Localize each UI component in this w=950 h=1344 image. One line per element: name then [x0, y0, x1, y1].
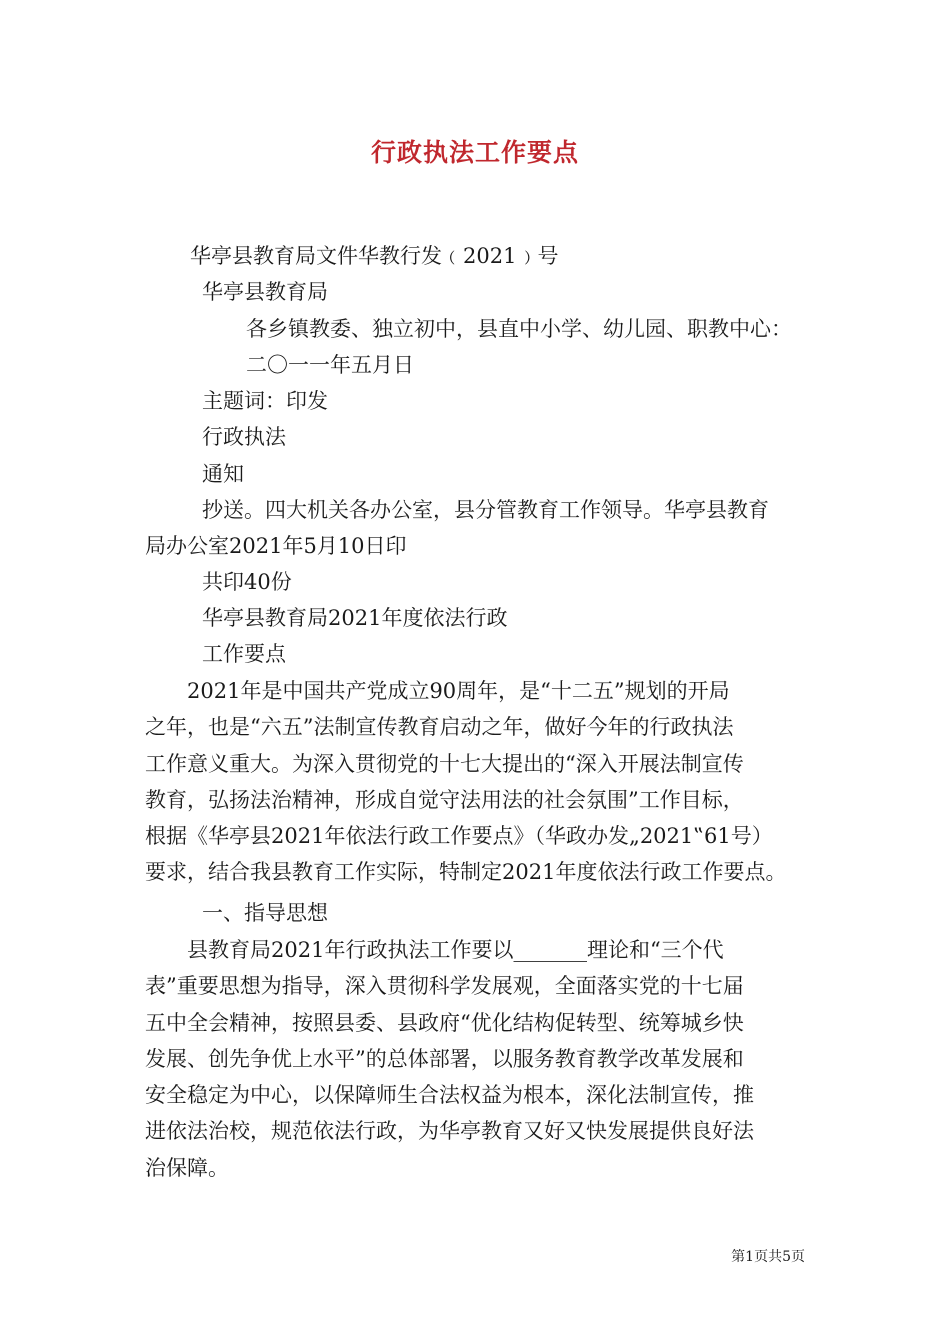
- paragraph-line: 治保障。: [145, 1155, 229, 1180]
- cc-line-1: 抄送。四大机关各办公室，县分管教育工作领导。华亭县教育: [202, 498, 769, 522]
- paragraph-line: 要求，结合我县教育工作实际，特制定2021年度依法行政工作要点。: [145, 860, 787, 885]
- cc-line-2: 局办公室2021年5月10日印: [145, 534, 407, 558]
- paragraph-line: 教育，弘扬法治精神，形成自觉守法用法的社会氛围”工作目标，: [145, 787, 744, 812]
- header-line-issuer: 华亭县教育局: [202, 280, 328, 304]
- subject-words-line: 主题词：印发: [202, 389, 328, 413]
- section-title-line-2: 工作要点: [202, 642, 286, 666]
- page-number-footer: 第1页共5页: [731, 1249, 805, 1265]
- paragraph-line: 五中全会精神，按照县委、县政府“优化结构促转型、统筹城乡快: [145, 1010, 744, 1035]
- document-title: 行政执法工作要点: [370, 138, 579, 167]
- guiding-thought-paragraph: [145, 932, 810, 1186]
- print-count-line: 共印40份: [202, 570, 292, 594]
- paragraph-line: 根据《华亭县2021年依法行政工作要点》（华政办发„2021‟61号）: [145, 824, 773, 849]
- header-line-recipients: 各乡镇教委、独立初中，县直中小学、幼儿园、职教中心：: [246, 317, 792, 341]
- subject-word-notice: 通知: [202, 462, 244, 486]
- paragraph-line: 工作意义重大。为深入贯彻党的十七大提出的“深入开展法制宣传: [145, 751, 744, 776]
- paragraph-line: 之年，也是“六五”法制宣传教育启动之年，做好今年的行政执法: [145, 715, 734, 740]
- header-line-date: 二〇一一年五月日: [246, 353, 414, 377]
- heading-guiding-thought: 一、指导思想: [202, 901, 328, 925]
- paragraph-line: 县教育局2021年行政执法工作要以_______理论和“三个代: [145, 938, 724, 962]
- paragraph-line: 2021年是中国共产党成立90周年，是“十二五”规划的开局: [145, 679, 730, 703]
- paragraph-line: 安全稳定为中心，以保障师生合法权益为根本，深化法制宣传，推: [145, 1083, 754, 1108]
- header-line-file-number: 华亭县教育局文件华教行发﹙2021﹚号: [190, 244, 559, 268]
- paragraph-line: 发展、创先争优上水平”的总体部署，以服务教育教学改革发展和: [145, 1046, 744, 1071]
- subject-word-administrative-enforcement: 行政执法: [202, 425, 286, 449]
- paragraph-line: 进依法治校，规范依法行政，为华亭教育又好又快发展提供良好法: [145, 1119, 754, 1144]
- section-title-line-1: 华亭县教育局2021年度依法行政: [202, 606, 508, 630]
- paragraph-line: 表”重要思想为指导，深入贯彻科学发展观，全面落实党的十七届: [145, 974, 744, 999]
- intro-paragraph: [145, 673, 810, 891]
